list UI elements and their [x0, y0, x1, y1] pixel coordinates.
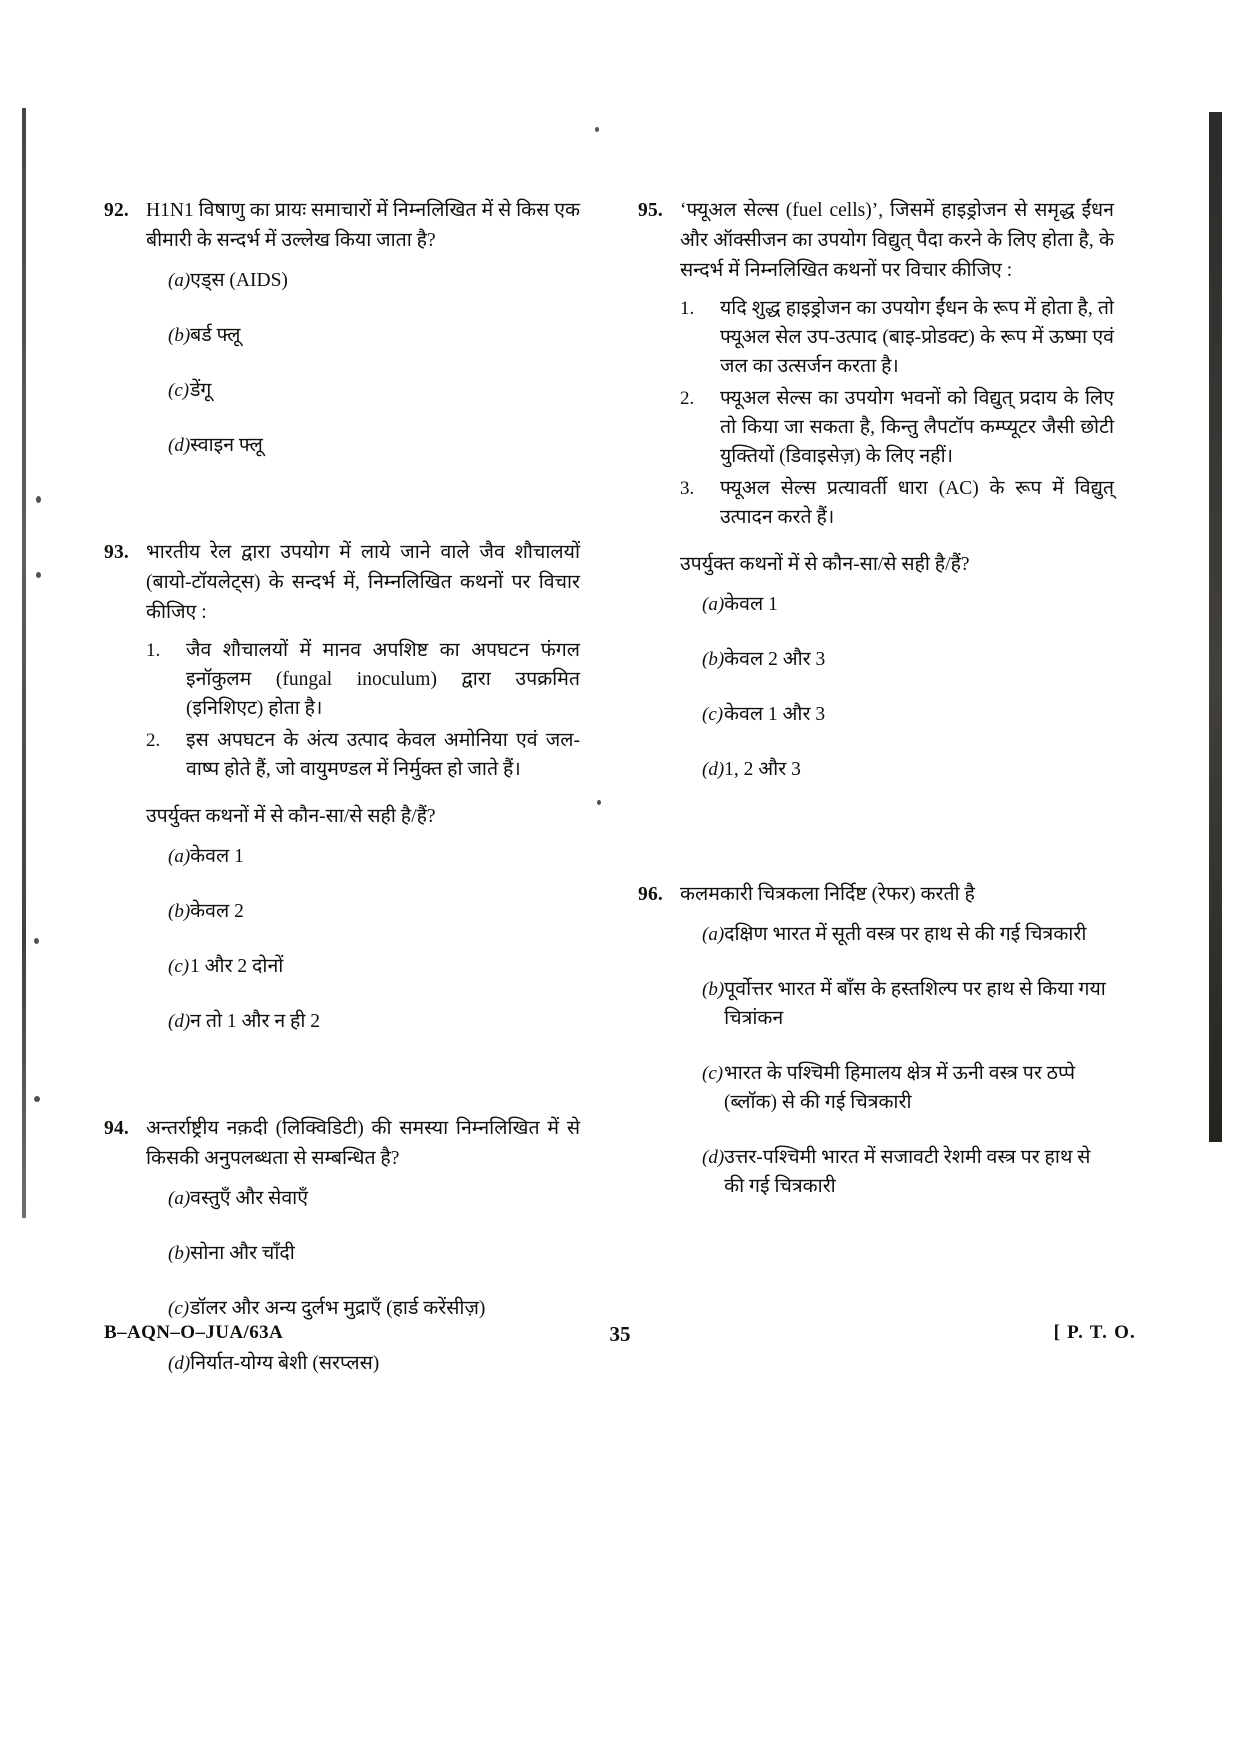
booklet-code: B–AQN–O–JUA/63A: [104, 1322, 284, 1343]
option-text: केवल 1 और 3: [724, 704, 826, 725]
option-c[interactable]: [146, 1294, 580, 1323]
scan-speck: [34, 1096, 40, 1102]
option-text: भारत के पश्चिमी हिमालय क्षेत्र में ऊनी वस्त्र पर ठप्पे (ब्लॉक) से की गई चित्रकारी: [724, 1063, 1076, 1113]
option-text: बर्ड फ्लू: [190, 325, 241, 346]
option-label: (c): [168, 380, 190, 401]
question-columns: [104, 196, 1114, 1410]
option-list: [146, 842, 580, 1036]
question-number: 94.: [104, 1118, 129, 1139]
statement-list: [680, 294, 1114, 532]
question-spacer: [104, 1068, 580, 1114]
option-text: डेंगू: [190, 380, 212, 401]
option-label: (a): [702, 924, 725, 945]
option-text: 1, 2 और 3: [724, 759, 801, 780]
option-d[interactable]: [146, 1007, 580, 1036]
statement-text: यदि शुद्ध हाइड्रोजन का उपयोग ईंधन के रूप में होता है, तो फ्यूअल सेल उप-उत्पाद (बाइ-प्रोडक्ट) के रूप में ऊष्मा एवं जल का उत्सर्जन करता है।: [720, 298, 1114, 377]
option-label: (a): [168, 1188, 191, 1209]
statement-3: [680, 474, 1114, 532]
option-list: [680, 920, 1114, 1201]
option-text: उत्तर-पश्चिमी भारत में सजावटी रेशमी वस्त्र पर हाथ से की गई चित्रकारी: [724, 1147, 1091, 1197]
option-c[interactable]: [146, 952, 580, 981]
option-label: (b): [702, 979, 725, 1000]
option-a[interactable]: [680, 920, 1114, 949]
question-92: [104, 196, 580, 486]
option-b[interactable]: [680, 975, 1114, 1033]
question-body: [146, 1114, 580, 1404]
option-list: [146, 266, 580, 460]
option-b[interactable]: [146, 321, 580, 350]
option-a[interactable]: [146, 842, 580, 871]
statement-number: 2.: [680, 388, 695, 409]
question-number: 93.: [104, 542, 129, 563]
scan-binding-edge-left: [22, 108, 26, 1218]
option-label: (a): [168, 270, 191, 291]
question-body: [146, 538, 580, 1062]
option-text: वस्तुएँ और सेवाएँ: [190, 1188, 309, 1209]
question-number: 96.: [638, 884, 663, 905]
pto-marker: [ P. T. O.: [1053, 1322, 1136, 1343]
option-label: (b): [168, 901, 191, 922]
scan-speck: [36, 496, 41, 503]
question-spacer: [638, 816, 1114, 880]
question-93: [104, 538, 580, 1062]
question-number: 95.: [638, 200, 663, 221]
question-stem: H1N1 विषाणु का प्रायः समाचारों में निम्नलिखित में से किस एक बीमारी के सन्दर्भ में उल्लेख किया जाता है?: [146, 200, 580, 251]
option-d[interactable]: [146, 431, 580, 460]
question-lead-in: उपर्युक्त कथनों में से कौन-सा/से सही है/हैं?: [146, 806, 436, 827]
question-stem: अन्तर्राष्ट्रीय नक़दी (लिक्विडिटी) की समस्या निम्नलिखित में से किसकी अनुपलब्धता से सम्बन्धित है?: [146, 1118, 580, 1169]
statement-number: 1.: [680, 298, 695, 319]
option-text: दक्षिण भारत में सूती वस्त्र पर हाथ से की गई चित्रकारी: [724, 924, 1087, 945]
option-text: पूर्वोत्तर भारत में बाँस के हस्तशिल्प पर हाथ से किया गया चित्रांकन: [724, 979, 1106, 1029]
page-number: 35: [609, 1322, 631, 1346]
option-text: सोना और चाँदी: [190, 1243, 295, 1264]
option-list: [680, 590, 1114, 784]
option-label: (d): [168, 1011, 191, 1032]
scan-speck: [595, 127, 599, 132]
option-d[interactable]: [680, 1143, 1114, 1201]
option-label: (b): [168, 325, 191, 346]
option-text: न तो 1 और न ही 2: [190, 1011, 321, 1032]
option-list: [146, 1184, 580, 1378]
option-d[interactable]: [680, 755, 1114, 784]
statement-list: [146, 636, 580, 784]
statement-text: फ्यूअल सेल्स का उपयोग भवनों को विद्युत् प्रदाय के लिए तो किया जा सकता है, किन्तु लैपटॉप कम्प्यूटर जैसी छोटी युक्तियों (डिवाइसेज़) के लिए नहीं।: [720, 388, 1114, 467]
statement-number: 2.: [146, 730, 161, 751]
option-text: केवल 1: [190, 846, 244, 867]
option-c[interactable]: [146, 376, 580, 405]
option-a[interactable]: [146, 266, 580, 295]
question-number: 92.: [104, 200, 129, 221]
option-label: (d): [702, 759, 725, 780]
statement-2: [680, 384, 1114, 471]
left-column: [104, 196, 580, 1410]
option-text: निर्यात-योग्य बेशी (सरप्लस): [190, 1353, 380, 1374]
question-95: [638, 196, 1114, 810]
option-text: स्वाइन फ्लू: [190, 435, 263, 456]
question-spacer: [104, 492, 580, 538]
statement-2: [146, 726, 580, 784]
option-b[interactable]: [146, 1239, 580, 1268]
option-label: (d): [168, 435, 191, 456]
option-a[interactable]: [680, 590, 1114, 619]
option-b[interactable]: [146, 897, 580, 926]
statement-1: [146, 636, 580, 723]
page-footer: [104, 1322, 1136, 1344]
option-text: केवल 2 और 3: [724, 649, 826, 670]
option-label: (c): [702, 704, 724, 725]
option-label: (a): [702, 594, 725, 615]
scan-binding-edge-right: [1209, 112, 1222, 1142]
statement-number: 1.: [146, 640, 161, 661]
question-94: [104, 1114, 580, 1404]
statement-text: फ्यूअल सेल्स प्रत्यावर्ती धारा (AC) के रूप में विद्युत् उत्पादन करते हैं।: [720, 478, 1114, 528]
option-b[interactable]: [680, 645, 1114, 674]
option-label: (b): [702, 649, 725, 670]
option-text: केवल 2: [190, 901, 244, 922]
question-body: [680, 196, 1114, 810]
option-text: 1 और 2 दोनों: [190, 956, 284, 977]
option-label: (c): [168, 1298, 190, 1319]
option-label: (d): [702, 1147, 725, 1168]
right-column: [638, 196, 1114, 1410]
question-stem: ‘फ्यूअल सेल्स (fuel cells)’, जिसमें हाइड्रोजन से समृद्ध ईंधन और ऑक्सीजन का उपयोग विद्युत् पैदा करने के लिए होता है, के सन्दर्भ में निम्नलिखित कथनों पर विचार कीजिए :: [680, 200, 1114, 281]
statement-1: [680, 294, 1114, 381]
statement-text: इस अपघटन के अंत्य उत्पाद केवल अमोनिया एवं जल-वाष्प होते हैं, जो वायुमण्डल में निर्मुक्त हो जाते हैं।: [186, 730, 580, 780]
statement-text: जैव शौचालयों में मानव अपशिष्ट का अपघटन फंगल इनॉकुलम (fungal inoculum) द्वारा उपक्रमित (इनिशिएट) होता है।: [186, 640, 580, 719]
option-c[interactable]: [680, 1059, 1114, 1117]
option-d[interactable]: [146, 1349, 580, 1378]
option-label: (c): [702, 1063, 724, 1084]
option-text: केवल 1: [724, 594, 778, 615]
scan-speck: [34, 938, 39, 944]
option-label: (b): [168, 1243, 191, 1264]
question-stem: कलमकारी चित्रकला निर्दिष्ट (रेफर) करती है: [680, 884, 975, 905]
question-lead-in: उपर्युक्त कथनों में से कौन-सा/से सही है/हैं?: [680, 554, 970, 575]
question-body: [680, 880, 1114, 1227]
question-body: [146, 196, 580, 486]
option-label: (a): [168, 846, 191, 867]
option-a[interactable]: [146, 1184, 580, 1213]
statement-number: 3.: [680, 478, 695, 499]
question-stem: भारतीय रेल द्वारा उपयोग में लाये जाने वाले जैव शौचालयों (बायो-टॉयलेट्स) के सन्दर्भ में, निम्नलिखित कथनों पर विचार कीजिए :: [146, 542, 580, 623]
option-label: (c): [168, 956, 190, 977]
option-text: एड्स (AIDS): [190, 270, 288, 291]
option-label: (d): [168, 1353, 191, 1374]
option-c[interactable]: [680, 700, 1114, 729]
option-text: डॉलर और अन्य दुर्लभ मुद्राएँ (हार्ड करेंसीज़): [190, 1298, 486, 1319]
question-96: [638, 880, 1114, 1227]
scan-speck: [36, 572, 41, 578]
